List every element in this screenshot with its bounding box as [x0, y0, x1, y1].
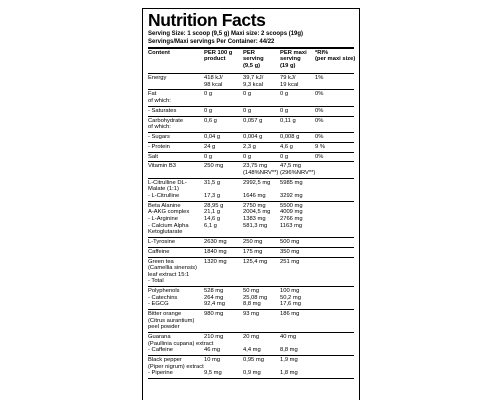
- nutrient-name: Green tea: [148, 258, 174, 265]
- row-divider: [148, 161, 354, 162]
- row-divider: [148, 116, 354, 117]
- nutrient-name: - EGCG: [148, 301, 169, 308]
- value-per-100g: 98 kcal: [204, 81, 223, 88]
- value-per-serving: 125,4 mg: [243, 258, 268, 265]
- row-divider: [148, 286, 354, 287]
- row-divider: [148, 89, 354, 90]
- value-per-maxi-serving: 8,8 mg: [280, 347, 298, 354]
- value-per-serving: 8,8 mg: [243, 301, 261, 308]
- nutrient-name: - L-Arginine: [148, 216, 178, 222]
- row-divider: [148, 178, 354, 179]
- value-per-maxi-serving: 4009 mg: [280, 209, 303, 216]
- servings-per-container-line: Servings/Maxi servings Per Container: 44/22: [148, 39, 275, 45]
- value-per-serving: 93 mg: [243, 311, 260, 318]
- value-per-maxi-serving: 251 mg: [280, 258, 300, 265]
- value-per-100g: 210 mg: [204, 334, 224, 341]
- value-per-100g: 418 kJ/: [204, 75, 223, 81]
- value-per-serving: 0 g: [243, 91, 252, 98]
- value-per-serving: 25,08 mg: [243, 294, 268, 301]
- nutrient-name: peel powder: [148, 324, 180, 331]
- value-per-maxi-serving: 4,6 g: [280, 143, 293, 150]
- value-per-100g: 92,4 mg: [204, 301, 225, 308]
- value-per-100g: 250 mg: [204, 163, 224, 170]
- value-per-100g: 0 g: [204, 153, 213, 160]
- value-per-maxi-serving: 0,11 g: [280, 117, 296, 124]
- value-ri-percent: 9 %: [315, 143, 325, 150]
- row-divider: [148, 142, 354, 143]
- nutrient-name: Salt: [148, 153, 158, 160]
- value-per-serving: 0 g: [243, 107, 252, 114]
- nutrient-name: (Paullinia cupana) extract: [148, 340, 214, 347]
- value-per-maxi-serving: 186 mg: [280, 311, 300, 318]
- value-per-100g: 0,6 g: [204, 117, 217, 124]
- nutrition-facts-panel: [142, 8, 360, 400]
- value-per-maxi-serving: 40 mg: [280, 334, 297, 341]
- value-per-100g: 0 g: [204, 107, 213, 114]
- nutrient-name: - Catechins: [148, 294, 178, 301]
- value-per-serving: 39,7 kJ/: [243, 75, 264, 81]
- header-per-100g: product: [204, 56, 226, 63]
- value-per-serving: 250 mg: [243, 239, 263, 245]
- header-per-maxi-serving: (19 g): [280, 62, 296, 69]
- nutrient-name: (Piper nigrum) extract: [148, 363, 204, 370]
- nutrient-name: leaf extract 15:1: [148, 271, 190, 278]
- value-per-100g: 14,6 g: [204, 216, 221, 222]
- value-ri-percent: 0%: [315, 153, 324, 160]
- value-per-100g: 10 mg: [204, 357, 221, 364]
- row-divider: [148, 201, 354, 202]
- value-per-serving: 175 mg: [243, 248, 263, 255]
- value-per-maxi-serving: 79 kJ/: [280, 75, 296, 81]
- nutrient-name: of which:: [148, 98, 171, 104]
- nutrient-name: - Sugars: [148, 134, 170, 140]
- value-per-serving: 2,3 g: [243, 143, 256, 150]
- value-per-serving: 2004,5 mg: [243, 209, 271, 216]
- value-per-100g: 46 mg: [204, 347, 221, 354]
- header-per-serving: serving: [243, 56, 264, 63]
- nutrient-name: Vitamin B3: [148, 163, 176, 170]
- value-per-maxi-serving: 100 mg: [280, 288, 300, 295]
- nutrient-name: - Piperine: [148, 370, 173, 377]
- value-per-serving: 0 g: [243, 153, 252, 160]
- value-per-maxi-serving: 0 g: [280, 107, 289, 114]
- value-ri-percent: 0%: [315, 117, 324, 124]
- value-per-maxi-serving: 5500 mg: [280, 202, 303, 209]
- value-per-serving: 1646 mg: [243, 193, 266, 199]
- nutrient-name: Caffeine: [148, 248, 170, 255]
- value-per-100g: 28,95 g: [204, 202, 224, 209]
- nutrient-name: Polyphenols: [148, 288, 180, 295]
- header-per-100g: PER 100 g: [204, 49, 233, 56]
- row-divider: [148, 106, 354, 107]
- nutrient-name: Bitter orange: [148, 311, 182, 318]
- value-per-100g: 24 g: [204, 143, 216, 150]
- nutrient-name: Black pepper: [148, 357, 182, 364]
- value-ri-percent: 1%: [315, 75, 324, 81]
- value-per-100g: 9,5 mg: [204, 370, 222, 377]
- value-ri-percent: 0%: [315, 91, 324, 98]
- nutrient-name: - Saturates: [148, 107, 177, 114]
- nutrient-name: L-Tyrosine: [148, 239, 176, 245]
- value-per-100g: 2630 mg: [204, 239, 227, 245]
- value-per-100g: 21,1 g: [204, 209, 221, 216]
- value-per-maxi-serving: 0 g: [280, 91, 289, 98]
- nutrient-name: - Calcium Alpha: [148, 222, 189, 229]
- value-per-maxi-serving: 350 mg: [280, 248, 300, 255]
- value-per-serving: 23,75 mg: [243, 163, 268, 170]
- value-per-100g: 0 g: [204, 91, 213, 98]
- nutrient-name: - L-Citrulline: [148, 193, 180, 199]
- row-divider: [148, 332, 354, 333]
- nutrient-name: - Protein: [148, 143, 170, 150]
- nutrient-name: Fat: [148, 91, 157, 98]
- value-per-serving: 0,057 g: [243, 117, 263, 124]
- value-per-100g: 1320 mg: [204, 258, 227, 265]
- value-per-100g: 980 mg: [204, 311, 224, 318]
- value-per-maxi-serving: 0,008 g: [280, 134, 300, 140]
- value-per-maxi-serving: 47,5 mg: [280, 163, 301, 170]
- value-per-serving: 0,004 g: [243, 134, 263, 140]
- header-per-maxi-serving: serving: [280, 56, 301, 63]
- value-per-serving: (148%NRV**): [243, 170, 279, 176]
- row-divider: [148, 73, 354, 74]
- value-per-serving: 0,9 mg: [243, 370, 261, 377]
- value-per-maxi-serving: 2766 mg: [280, 216, 303, 222]
- value-per-serving: 20 mg: [243, 334, 260, 341]
- header-per-serving: (9,5 g): [243, 62, 261, 69]
- value-per-serving: 2750 mg: [243, 202, 266, 209]
- row-divider: [148, 152, 354, 153]
- value-per-serving: 581,3 mg: [243, 222, 268, 229]
- nutrient-name: - Caffeine: [148, 347, 174, 354]
- header-ri-percent: (per maxi size): [315, 56, 356, 63]
- value-per-serving: 50 mg: [243, 288, 260, 295]
- value-per-100g: 528 mg: [204, 288, 224, 295]
- row-divider: [148, 132, 354, 133]
- nutrient-name: (Citrus aurantium): [148, 317, 195, 324]
- nutrient-name: Guarana: [148, 334, 171, 341]
- nutrient-name: Malate (1:1): [148, 186, 179, 193]
- row-divider: [148, 237, 354, 238]
- row-divider: [148, 355, 354, 356]
- value-per-maxi-serving: 3292 mg: [280, 193, 303, 199]
- value-per-100g: 1840 mg: [204, 248, 227, 255]
- value-per-100g: 6,1 g: [204, 222, 217, 229]
- nutrient-name: Ketoglutarate: [148, 229, 183, 236]
- value-ri-percent: 0%: [315, 107, 324, 114]
- nutrient-name: Beta Alanine: [148, 202, 181, 209]
- nutrient-name: Carbohydrate: [148, 117, 184, 124]
- value-per-maxi-serving: 19 kcal: [280, 81, 299, 88]
- serving-size-line: Serving Size: 1 scoop (9,5 g) Maxi size: 2 scoops (19g): [148, 31, 304, 37]
- value-per-100g: 31,5 g: [204, 179, 221, 186]
- value-per-maxi-serving: 50,2 mg: [280, 294, 301, 301]
- value-per-maxi-serving: 5985 mg: [280, 179, 303, 186]
- row-divider: [148, 247, 354, 248]
- nutrient-name: of which:: [148, 124, 171, 131]
- value-ri-percent: 0%: [315, 134, 324, 140]
- value-per-maxi-serving: 1163 mg: [280, 222, 303, 229]
- value-per-serving: 1383 mg: [243, 216, 266, 222]
- value-per-maxi-serving: 1,9 mg: [280, 357, 298, 364]
- value-per-serving: 4,4 mg: [243, 347, 261, 354]
- nutrient-name: Energy: [148, 75, 167, 81]
- value-per-maxi-serving: 1,8 mg: [280, 370, 298, 377]
- value-per-serving: 9,3 kcal: [243, 81, 263, 88]
- value-per-100g: 264 mg: [204, 294, 224, 301]
- label-title: Nutrition Facts: [148, 10, 266, 30]
- value-per-serving: 2992,5 mg: [243, 179, 271, 186]
- row-divider: [148, 309, 354, 310]
- value-per-100g: 0,04 g: [204, 134, 221, 140]
- nutrient-name: - Total: [148, 278, 164, 285]
- header-per-maxi-serving: PER maxi: [280, 49, 307, 56]
- value-per-maxi-serving: 17,6 mg: [280, 301, 301, 308]
- header-ri-percent: *RI%: [315, 49, 329, 56]
- nutrient-name: L-Citrulline DL-: [148, 179, 187, 186]
- value-per-100g: 17,3 g: [204, 193, 221, 199]
- row-divider: [148, 378, 354, 379]
- nutrient-name: A-AKG complex: [148, 209, 190, 216]
- value-per-serving: 0,95 mg: [243, 357, 264, 364]
- value-per-maxi-serving: 0 g: [280, 153, 289, 160]
- header-content: Content: [148, 49, 170, 56]
- nutrient-name: (Camellia sinensis): [148, 265, 197, 272]
- value-per-maxi-serving: (296%NRV**): [280, 170, 316, 176]
- row-divider: [148, 257, 354, 258]
- header-per-serving: PER: [243, 49, 255, 56]
- value-per-maxi-serving: 500 mg: [280, 239, 300, 245]
